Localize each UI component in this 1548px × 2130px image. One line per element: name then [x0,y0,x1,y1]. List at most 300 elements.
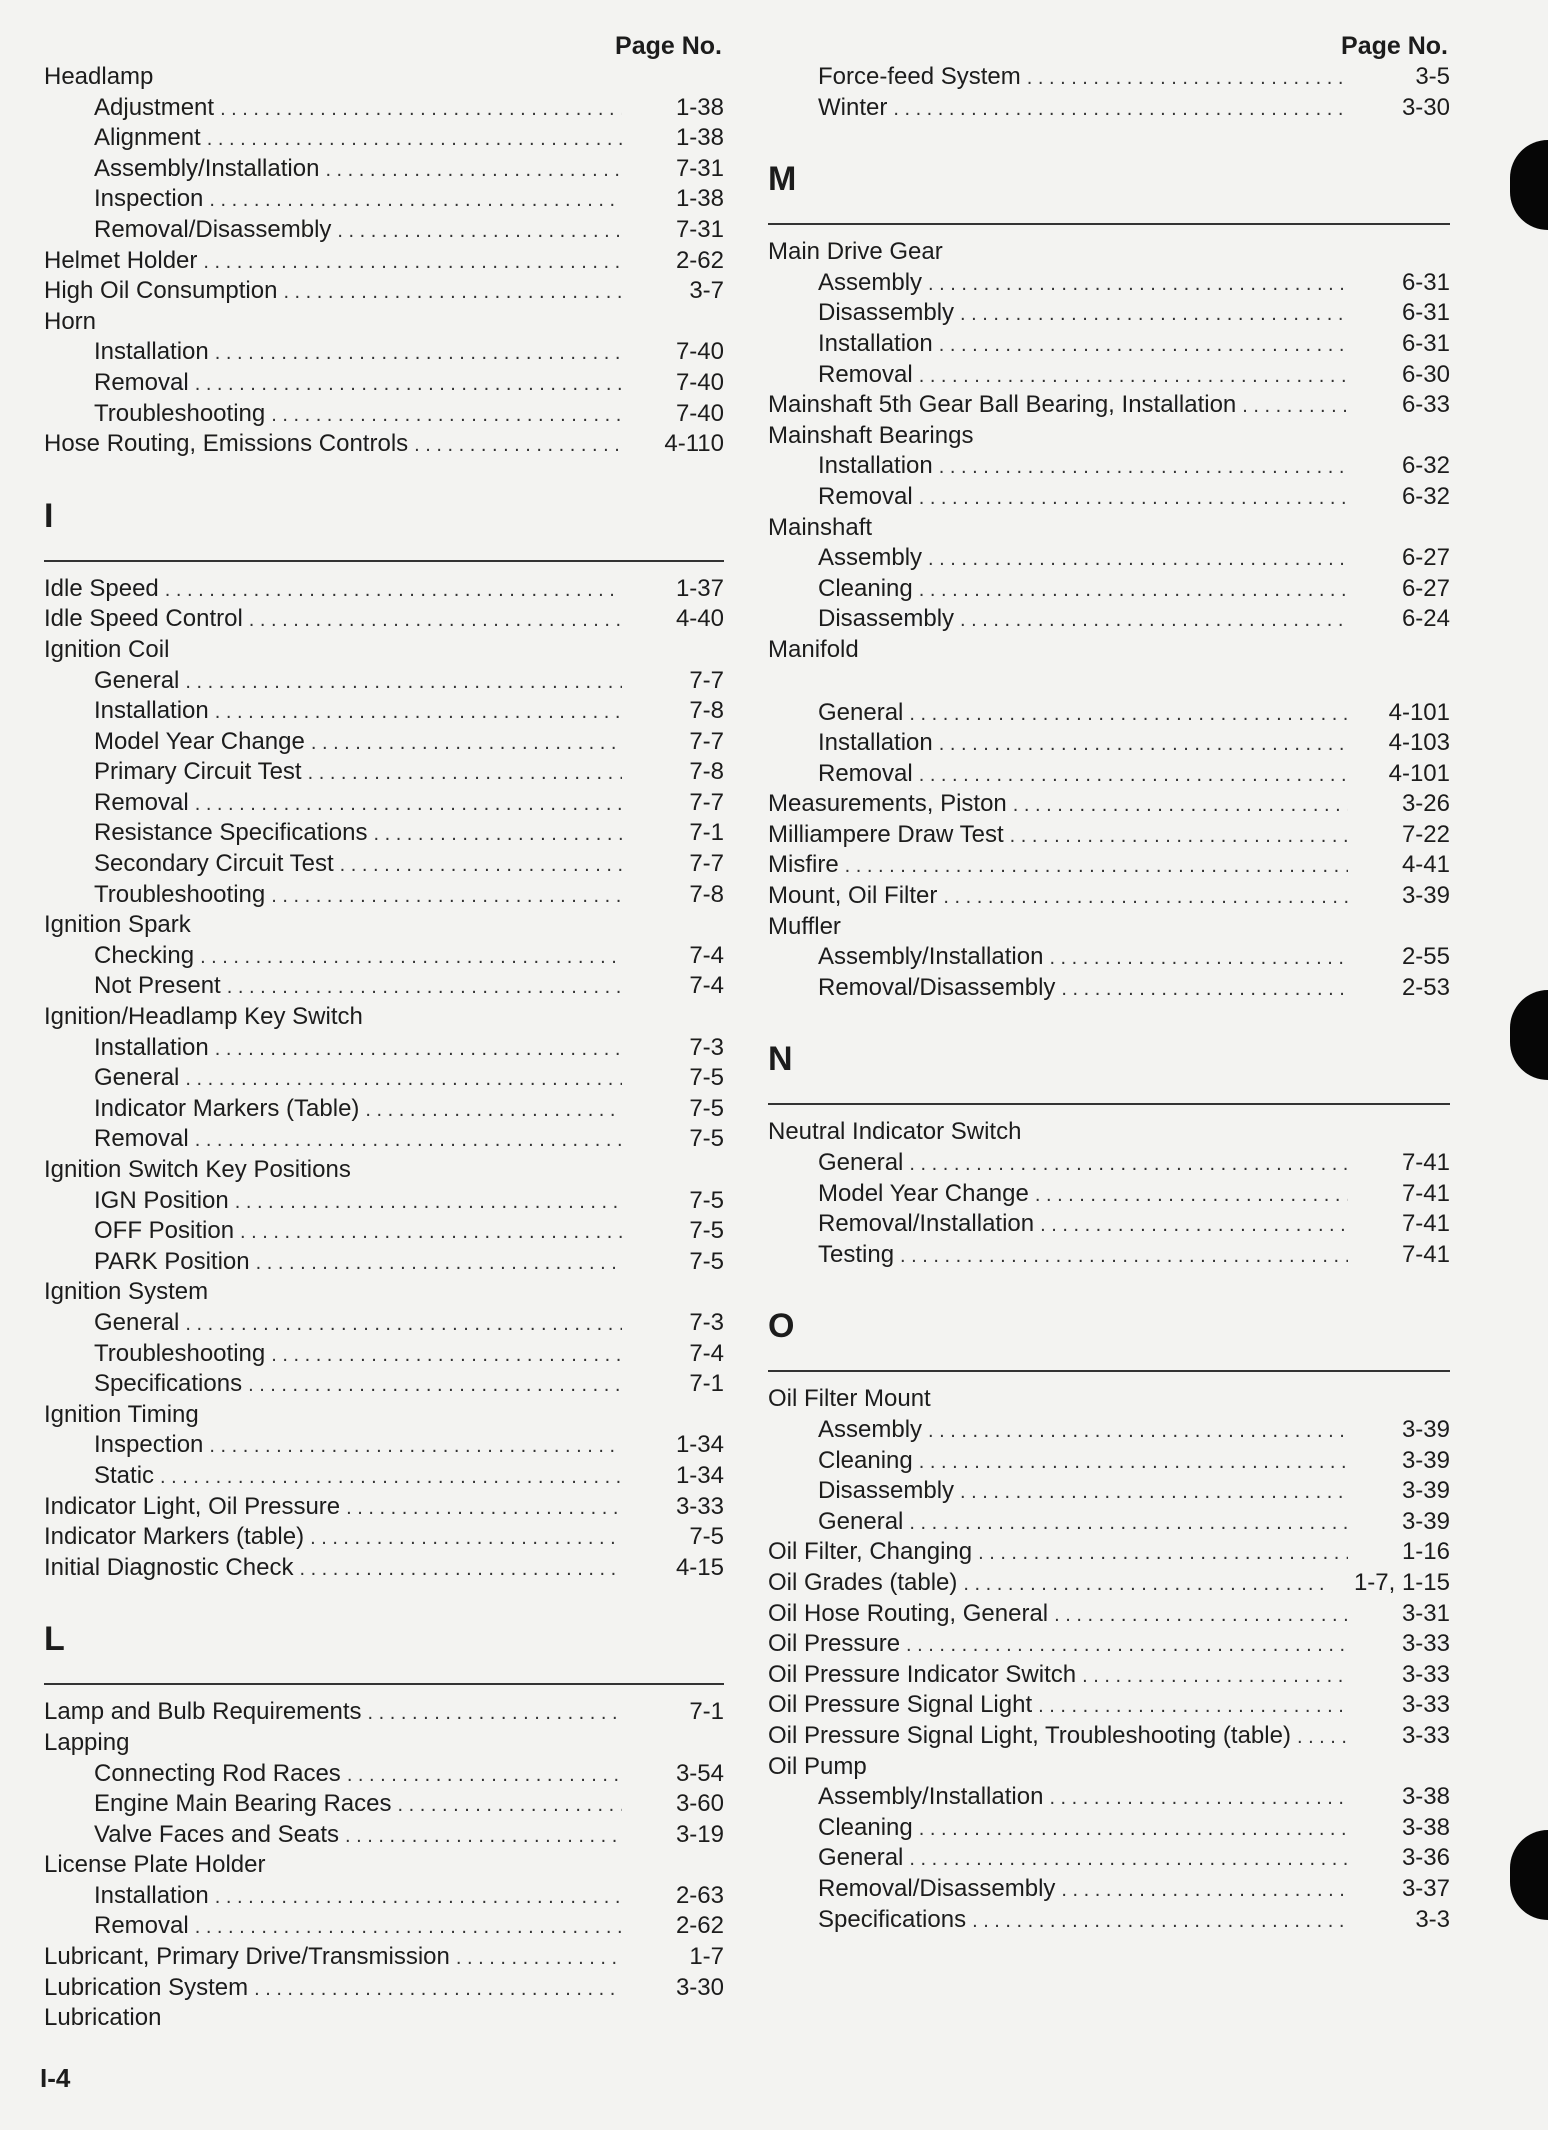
index-subentry [44,399,724,430]
dot-leader [909,1508,1348,1539]
entry-label: Assembly [818,268,923,296]
entry-label: Idle Speed Control [44,605,243,633]
entry-label: Mount, Oil Filter [768,882,938,910]
index-subentry [44,1186,724,1217]
dot-leader [909,699,1348,730]
dot-leader [227,972,622,1003]
index-subentry [768,728,1450,759]
index-entry [768,635,1450,666]
index-entry [768,912,1450,943]
entry-page-number: 7-5 [689,1186,724,1214]
dot-leader [195,789,622,820]
entry-page-number: 4-103 [1388,729,1450,757]
entry-page-number: 2-62 [675,1912,724,1940]
index-subentry [44,337,724,368]
entry-label: Assembly/Installation [94,154,320,182]
entry-label: Oil Pressure [768,1630,901,1658]
dot-leader [919,1447,1348,1478]
entry-page-number: 6-31 [1401,268,1450,296]
dot-leader [960,605,1348,636]
entry-page-number: 7-5 [689,1523,724,1551]
section-rule [768,1370,1450,1372]
entry-label: Oil Filter, Changing [768,1538,973,1566]
entry-page-number: 3-30 [1401,93,1450,121]
dot-leader [1035,1180,1348,1211]
index-subentry [44,1881,724,1912]
entry-label: Lubrication System [44,1973,249,2001]
entry-label: Resistance Specifications [94,819,368,847]
dot-leader [368,1698,622,1729]
entry-page-number: 3-33 [675,1492,724,1520]
entry-label: Troubleshooting [94,880,266,908]
entry-label: Headlamp [44,63,154,90]
entry-label: Troubleshooting [94,399,266,427]
entry-label: Ignition/Headlamp Key Switch [44,1003,363,1031]
dot-leader [200,942,622,973]
index-entry [44,1277,724,1308]
entry-label: Assembly/Installation [818,943,1044,971]
dot-leader [215,1882,622,1913]
entry-page-number: 2-63 [675,1881,724,1909]
index-subentry [768,973,1450,1004]
index-subentry [768,698,1450,729]
index-entry [44,276,724,307]
dot-leader [1049,1783,1348,1814]
section-letter: N [768,1040,793,1079]
index-subentry [44,757,724,788]
section-rule [44,1683,724,1685]
entry-label: IGN Position [94,1186,229,1214]
binder-tab-mark [1510,140,1548,230]
entry-label: Testing [818,1240,895,1268]
dot-leader [235,1187,622,1218]
entry-label: Specifications [818,1905,967,1933]
index-subentry [768,1782,1450,1813]
index-subentry [768,1843,1450,1874]
index-subentry [44,880,724,911]
dot-leader [195,1125,622,1156]
entry-label: Oil Pressure Signal Light, Troubleshooting (table) [768,1721,1291,1749]
index-subentry [44,1820,724,1851]
dot-leader [346,1493,622,1524]
index-entry [44,1492,724,1523]
dot-leader [906,1630,1348,1661]
right-entries [768,62,1450,1935]
entry-page-number: 2-55 [1401,943,1450,971]
entry-label: Removal [818,759,913,787]
dot-leader [271,1340,622,1371]
dot-leader [207,124,622,155]
entry-page-number: 7-5 [689,1094,724,1122]
index-entry [768,1568,1450,1599]
dot-leader [1061,1875,1348,1906]
dot-leader [249,605,622,636]
entry-label: Oil Pump [768,1752,867,1780]
index-subentry [768,329,1450,360]
entry-page-number: 7-41 [1401,1210,1450,1238]
entry-label: Removal/Installation [818,1210,1035,1238]
dot-leader [160,1462,622,1493]
dot-leader [928,269,1348,300]
index-subentry [44,1339,724,1370]
section-rule [768,1103,1450,1105]
entry-label: High Oil Consumption [44,277,278,305]
entry-page-number: 3-39 [1401,1507,1450,1535]
entry-page-number: 7-41 [1401,1149,1450,1177]
entry-page-number: 7-31 [675,215,724,243]
index-entry [768,1721,1450,1752]
section-heading [768,1302,1450,1372]
dot-leader [909,1149,1348,1180]
index-subentry [44,1759,724,1790]
index-subentry [44,818,724,849]
index-entry [768,850,1450,881]
dot-leader [365,1095,622,1126]
dot-leader [456,1943,622,1974]
entry-page-number: 3-37 [1401,1874,1450,1902]
index-subentry [768,1148,1450,1179]
entry-label: Specifications [94,1370,243,1398]
dot-leader [939,729,1348,760]
entry-page-number: 3-5 [1415,63,1450,90]
index-subentry [44,1216,724,1247]
dot-leader [325,155,622,186]
entry-page-number: 7-8 [689,880,724,908]
dot-leader [919,483,1348,514]
dot-leader [311,728,622,759]
index-subentry [768,1905,1450,1936]
index-subentry [768,1179,1450,1210]
index-entry [44,574,724,605]
index-subentry [44,941,724,972]
entry-page-number: 1-7, 1-15 [1353,1568,1450,1596]
entry-label: Ignition Spark [44,911,191,939]
dot-leader [337,216,622,247]
entry-page-number: 4-40 [675,605,724,633]
entry-label: Model Year Change [94,727,305,755]
entry-page-number: 3-39 [1401,1477,1450,1505]
entry-label: Indicator Light, Oil Pressure [44,1492,341,1520]
index-subentry [44,696,724,727]
entry-page-number: 7-3 [689,1308,724,1336]
entry-label: OFF Position [94,1217,235,1245]
index-entry [768,789,1450,820]
entry-page-number: 3-38 [1401,1813,1450,1841]
index-entry [44,62,724,93]
entry-label: Removal/Disassembly [818,1874,1056,1902]
entry-page-number: 7-5 [689,1125,724,1153]
index-subentry [44,1911,724,1942]
entry-label: Removal [94,1912,189,1940]
dot-leader [248,1370,622,1401]
index-subentry [44,123,724,154]
index-subentry [768,1240,1450,1271]
index-subentry [44,368,724,399]
section-heading [768,1035,1450,1105]
entry-page-number: 7-7 [689,788,724,816]
entry-page-number: 1-16 [1401,1538,1450,1566]
entry-page-number: 7-7 [689,727,724,755]
dot-leader [893,94,1348,125]
entry-label: Misfire [768,851,839,879]
entry-label: Installation [818,729,933,757]
entry-label: General [94,1308,180,1336]
index-entry [768,1660,1450,1691]
dot-leader [919,361,1348,392]
dot-leader [209,1431,622,1462]
entry-page-number: 3-19 [675,1820,724,1848]
index-subentry [44,1430,724,1461]
entry-label: Disassembly [818,605,955,633]
dot-leader [283,277,622,308]
index-entry [768,1117,1450,1148]
entry-page-number: 7-4 [689,1339,724,1367]
entry-label: Disassembly [818,1477,955,1505]
index-subentry [44,666,724,697]
index-entry [768,390,1450,421]
index-entry [44,910,724,941]
entry-label: Manifold [768,635,859,663]
dot-leader [928,1416,1348,1447]
entry-page-number: 7-22 [1401,820,1450,848]
entry-page-number: 3-7 [689,277,724,305]
entry-page-number: 3-31 [1401,1599,1450,1627]
dot-leader [1013,790,1348,821]
index-column-left [44,30,724,2034]
section-rule [44,560,724,562]
entry-page-number: 2-53 [1401,973,1450,1001]
entry-page-number: 6-31 [1401,299,1450,327]
entry-page-number: 7-1 [689,1698,724,1726]
dot-leader [1061,974,1348,1005]
dot-leader [308,758,622,789]
dot-leader [960,299,1348,330]
index-entry [44,429,724,460]
entry-label: Alignment [94,124,201,152]
entry-page-number: 1-38 [675,185,724,213]
index-subentry [768,604,1450,635]
entry-page-number: 3-60 [675,1790,724,1818]
index-entry [44,1400,724,1431]
dot-leader [299,1554,622,1585]
dot-leader [1027,63,1348,94]
index-subentry [768,1813,1450,1844]
entry-label: License Plate Holder [44,1851,266,1879]
spacer [768,666,1450,698]
entry-label: Mainshaft [768,513,873,541]
index-entry [44,1553,724,1584]
dot-leader [347,1760,622,1791]
index-subentry [768,1209,1450,1240]
index-subentry [768,451,1450,482]
section-letter: L [44,1620,65,1659]
index-subentry [44,1461,724,1492]
dot-leader [271,881,622,912]
page-no-heading: Page No. [1341,32,1448,60]
index-subentry [44,1033,724,1064]
entry-page-number: 3-26 [1401,790,1450,818]
index-subentry [44,1308,724,1339]
entry-label: Removal [94,368,189,396]
entry-page-number: 3-38 [1401,1783,1450,1811]
entry-page-number: 3-39 [1401,1416,1450,1443]
index-subentry [768,759,1450,790]
section-heading [44,492,724,562]
entry-label: Mainshaft 5th Gear Ball Bearing, Installation [768,391,1237,419]
entry-page-number: 6-32 [1401,482,1450,510]
entry-label: Troubleshooting [94,1339,266,1367]
entry-label: Ignition Timing [44,1400,199,1428]
dot-leader [1038,1691,1348,1722]
dot-leader [203,247,622,278]
entry-page-number: 3-54 [675,1759,724,1787]
index-entry [768,820,1450,851]
dot-leader [845,851,1348,882]
entry-page-number: 3-33 [1401,1721,1450,1749]
index-subentry [768,574,1450,605]
index-entry [44,2003,724,2034]
entry-page-number: 6-32 [1401,452,1450,480]
index-subentry [44,971,724,1002]
index-entry [768,1629,1450,1660]
entry-page-number: 7-4 [689,941,724,969]
entry-label: Static [94,1461,155,1489]
index-subentry [768,543,1450,574]
index-subentry [44,1063,724,1094]
entry-label: Removal [94,788,189,816]
entry-page-number: 7-3 [689,1033,724,1061]
entry-label: Ignition System [44,1278,209,1306]
index-subentry [768,93,1450,124]
entry-label: Main Drive Gear [768,238,943,266]
index-entry [44,246,724,277]
index-entry [768,1690,1450,1721]
entry-label: Assembly [818,544,923,572]
entry-page-number: 6-30 [1401,360,1450,388]
entry-label: Adjustment [94,93,215,121]
entry-label: Indicator Markers (Table) [94,1094,360,1122]
dot-leader [398,1790,622,1821]
entry-label: General [818,1507,904,1535]
entry-page-number: 4-41 [1401,851,1450,879]
entry-page-number: 1-7 [689,1943,724,1971]
entry-page-number: 2-62 [675,246,724,274]
index-subentry [768,298,1450,329]
dot-leader [1082,1661,1348,1692]
entry-page-number: 4-101 [1388,698,1450,726]
index-subentry [768,1507,1450,1538]
entry-label: Cleaning [818,1446,913,1474]
dot-leader [1297,1722,1348,1753]
index-entry [768,513,1450,544]
index-subentry [44,1124,724,1155]
entry-page-number: 7-5 [689,1247,724,1275]
entry-page-number: 1-38 [675,124,724,152]
entry-label: Cleaning [818,1813,913,1841]
entry-label: Idle Speed [44,574,159,602]
index-subentry [768,942,1450,973]
entry-page-number: 1-37 [675,574,724,602]
entry-page-number: 7-4 [689,972,724,1000]
entry-label: Initial Diagnostic Check [44,1553,294,1581]
dot-leader [195,369,622,400]
dot-leader [909,1844,1348,1875]
entry-page-number: 4-101 [1388,759,1450,787]
entry-label: Installation [94,1881,209,1909]
dot-leader [254,1974,622,2005]
index-subentry [44,788,724,819]
entry-label: Ignition Coil [44,635,170,663]
entry-page-number: 3-3 [1415,1905,1450,1933]
index-subentry [44,727,724,758]
entry-page-number: 7-41 [1401,1240,1450,1268]
section-letter: O [768,1307,795,1346]
entry-label: Lubrication [44,2004,162,2032]
entry-page-number: 7-31 [675,154,724,182]
dot-leader [943,882,1348,913]
entry-label: Installation [94,338,209,366]
dot-leader [340,850,622,881]
dot-leader [215,338,622,369]
entry-label: General [818,1844,904,1872]
entry-label: Inspection [94,185,204,213]
dot-leader [900,1241,1348,1272]
entry-label: PARK Position [94,1247,250,1275]
dot-leader [928,544,1348,575]
entry-label: Milliampere Draw Test [768,820,1004,848]
dot-leader [240,1217,622,1248]
entry-label: Indicator Markers (table) [44,1523,305,1551]
dot-leader [215,1034,622,1065]
dot-leader [919,575,1348,606]
dot-leader [1242,391,1348,422]
entry-page-number: 7-1 [689,1370,724,1398]
entry-label: General [94,1064,180,1092]
dot-leader [185,1309,622,1340]
index-entry [768,1599,1450,1630]
entry-label: Oil Grades (table) [768,1568,958,1596]
binder-tab-mark [1510,990,1548,1080]
index-entry [44,1850,724,1881]
dot-leader [345,1821,622,1852]
entry-page-number: 7-8 [689,758,724,786]
entry-page-number: 7-7 [689,666,724,694]
dot-leader [1040,1210,1348,1241]
index-subentry [768,1415,1450,1446]
dot-leader [1054,1600,1348,1631]
entry-page-number: 7-1 [689,819,724,847]
dot-leader [963,1569,1324,1600]
entry-label: Neutral Indicator Switch [768,1118,1022,1146]
entry-label: Removal/Disassembly [818,973,1056,1001]
index-subentry [768,360,1450,391]
dot-leader [1010,821,1348,852]
entry-page-number: 3-33 [1401,1630,1450,1658]
dot-leader [220,94,622,125]
index-subentry [44,1094,724,1125]
entry-label: Removal [818,482,913,510]
page-no-heading: Page No. [615,32,722,60]
entry-page-number: 7-40 [675,338,724,366]
index-subentry [768,1446,1450,1477]
entry-label: Model Year Change [818,1179,1029,1207]
index-subentry [44,154,724,185]
entry-label: Force-feed System [818,63,1021,90]
binder-tab-mark [1510,1830,1548,1920]
entry-page-number: 3-39 [1401,882,1450,910]
page-footer-number: I-4 [40,2063,71,2093]
section-heading [768,155,1450,225]
